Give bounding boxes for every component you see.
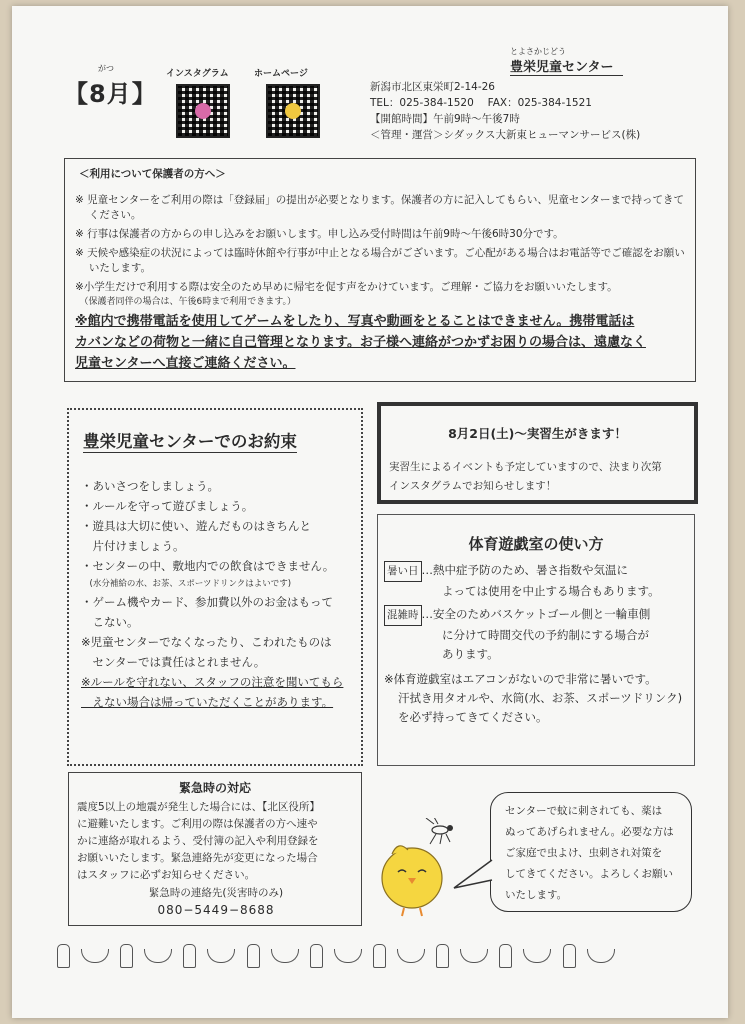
center-address: 新潟市北区東栄町2-14-26 (370, 81, 495, 93)
notice-item: ください。 (75, 209, 142, 221)
notice-item: ※小学生だけで利用する際は安全のため早めに帰宅を促す声をかけています。ご理解・ご協力をお願いいたします。 (75, 281, 618, 293)
bubble-line: してきてください。よろしくお願い (505, 868, 673, 880)
emergency-contact-number: 080−5449−8688 (157, 903, 275, 917)
phone-rule (75, 311, 687, 374)
popsicle-icon (310, 944, 323, 968)
trainee-line: インスタグラムでお知らせします！ (389, 480, 557, 492)
notice-item: いたします。 (75, 262, 151, 274)
watermelon-icon (523, 949, 551, 963)
notice-item: （保護者同伴の場合は、午後6時まで利用できます。） (75, 297, 297, 307)
center-phone: TEL：025-384-1520 FAX：025-384-1521 (370, 97, 592, 109)
crowded-text: …安全のためバスケットゴール側と一輪車側 (421, 607, 651, 621)
rule-item: (水分補給の水、お茶、スポーツドリンクはよいです) (81, 579, 292, 589)
homepage-qr-code[interactable] (266, 84, 320, 138)
trainee-line: 実習生によるイベントも予定していますので、決まり次第 (389, 461, 662, 473)
mosquito-speech-bubble (490, 792, 692, 912)
gym-title: 体育遊戯室の使い方 (468, 535, 604, 553)
bubble-line: いたします。 (505, 889, 568, 901)
guardian-notice-box (64, 158, 696, 382)
rule-item: ※児童センターでなくなったり、こわれたものは (81, 635, 332, 649)
popsicle-icon (436, 944, 449, 968)
rule-item: ・ゲーム機やカード、参加費以外のお金はもって (81, 595, 333, 609)
watermelon-icon (587, 949, 615, 963)
popsicle-icon (247, 944, 260, 968)
bubble-line: ぬってあげられません。必要な方は (505, 826, 674, 838)
rule-item: ・ルールを守って遊びましょう。 (81, 499, 254, 513)
phone-rule-line: カバンなどの荷物と一緒に自己管理となります。お子様へ連絡がつかずお困りの場合は、遠慮なく (75, 335, 646, 350)
center-name: 豊栄児童センター (510, 56, 623, 76)
emergency-line: お願いいたします。緊急連絡先が変更になった場合 (77, 852, 318, 864)
notice-item: ※ 天候や感染症の状況によっては臨時休館や行事が中止となる場合がございます。ご心配がある場合はお電話等でご確認をお願い (75, 247, 685, 259)
rule-item: センターでは責任はとれません。 (81, 655, 266, 669)
bubble-line: センターで蚊に刺されても、薬は (505, 805, 663, 817)
emergency-contact-label: 緊急時の連絡先(災害時のみ) (148, 887, 284, 899)
rule-item: ・あいさつをしましょう。 (81, 479, 219, 493)
rule-item: 片付けましょう。 (81, 539, 185, 553)
month-title: 【8月】 (64, 80, 157, 108)
emergency-line: はスタッフに必ずお知らせください。 (77, 869, 256, 881)
phone-rule-line: 児童センターへ直接ご連絡ください。 (75, 356, 296, 371)
rule-item: えない場合は帰っていただくことがあります。 (81, 695, 334, 709)
gym-note: 汗拭き用タオルや、水筒(水、お茶、スポーツドリンク) (398, 691, 683, 705)
gym-note: ※体育遊戯室はエアコンがないので非常に暑いです。 (384, 672, 657, 686)
notice-item: ※ 行事は保護者の方からの申し込みをお願いします。申し込み受付時間は午前9時〜午後6時30分です。 (75, 228, 564, 240)
emergency-line: に避難いたします。ご利用の際は保護者の方へ速や (77, 818, 318, 830)
mosquito-icon (426, 818, 453, 844)
trainee-notice-box (377, 402, 698, 504)
watermelon-icon (397, 949, 425, 963)
notice-item: ※ 児童センターをご利用の際は「登録届」の提出が必要となります。保護者の方に記入してもらい、児童センターまで持ってきて (75, 194, 684, 206)
month-ruby: がつ (98, 64, 114, 73)
watermelon-icon (144, 949, 172, 963)
crowded-tag: 混雑時 (384, 605, 422, 626)
rule-item: ・遊具は大切に使い、遊んだものはきちんと (81, 519, 311, 533)
popsicle-icon (57, 944, 70, 968)
popsicle-icon (120, 944, 133, 968)
hot-day-text: よっては使用を中止する場合もあります。 (442, 584, 660, 598)
emergency-body (77, 799, 355, 919)
smiley-icon (285, 103, 301, 119)
emergency-line: 震度5以上の地震が発生した場合には、【北区役所】 (77, 801, 320, 813)
popsicle-icon (373, 944, 386, 968)
watermelon-icon (271, 949, 299, 963)
bubble-line: ご家庭で虫よけ、虫刺され対策を (505, 847, 663, 859)
rule-item: ・センターの中、敷地内での飲食はできません。 (81, 559, 335, 573)
hot-day-tag: 暑い日 (384, 561, 422, 582)
rule-item: ※ルールを守れない、スタッフの注意を聞いてもら (81, 675, 344, 689)
crowded-text: あります。 (442, 647, 499, 661)
popsicle-icon (499, 944, 512, 968)
notice-list (75, 193, 687, 310)
emergency-box (68, 772, 362, 926)
instagram-icon (195, 103, 211, 119)
watermelon-icon (207, 949, 235, 963)
popsicle-icon (563, 944, 576, 968)
crowded-text: に分けて時間交代の予約制にする場合が (442, 628, 649, 642)
flyer-page (12, 6, 728, 1018)
watermelon-icon (81, 949, 109, 963)
instagram-qr-code[interactable] (176, 84, 230, 138)
center-operator: ＜管理・運営＞シダックス大新東ヒューマンサービス(株) (370, 129, 641, 141)
instagram-label: インスタグラム (166, 69, 229, 79)
watermelon-icon (460, 949, 488, 963)
hot-day-text: …熱中症予防のため、暑さ指数や気温に (421, 563, 629, 577)
rule-item: こない。 (81, 615, 139, 629)
popsicle-icon (183, 944, 196, 968)
rules-box (67, 408, 363, 766)
gym-note: を必ず持ってきてください。 (398, 710, 548, 724)
bubble-tail (452, 858, 494, 896)
phone-rule-line: ※館内で携帯電話を使用してゲームをしたり、写真や動画をとることはできません。携帯電話は (75, 314, 635, 329)
bubble-text (505, 801, 685, 906)
decorative-border (54, 944, 714, 974)
center-ruby: とよさかじどう (510, 47, 566, 56)
watermelon-icon (334, 949, 362, 963)
trainee-title: 8月2日(土)〜実習生がきます！ (448, 426, 627, 441)
rules-list (81, 476, 353, 712)
emergency-line: かに連絡が取れるよう、受付簿の記入や利用登録を (77, 835, 319, 847)
rules-title: 豊栄児童センターでのお約束 (83, 428, 297, 453)
gym-room-box (377, 514, 695, 766)
trainee-body (389, 458, 662, 496)
notice-title: ＜利用について保護者の方へ＞ (79, 168, 226, 180)
homepage-label: ホームページ (254, 69, 308, 79)
gym-body (384, 561, 690, 727)
center-hours: 【開館時間】午前9時〜午後7時 (370, 113, 520, 125)
emergency-title: 緊急時の対応 (178, 781, 251, 795)
